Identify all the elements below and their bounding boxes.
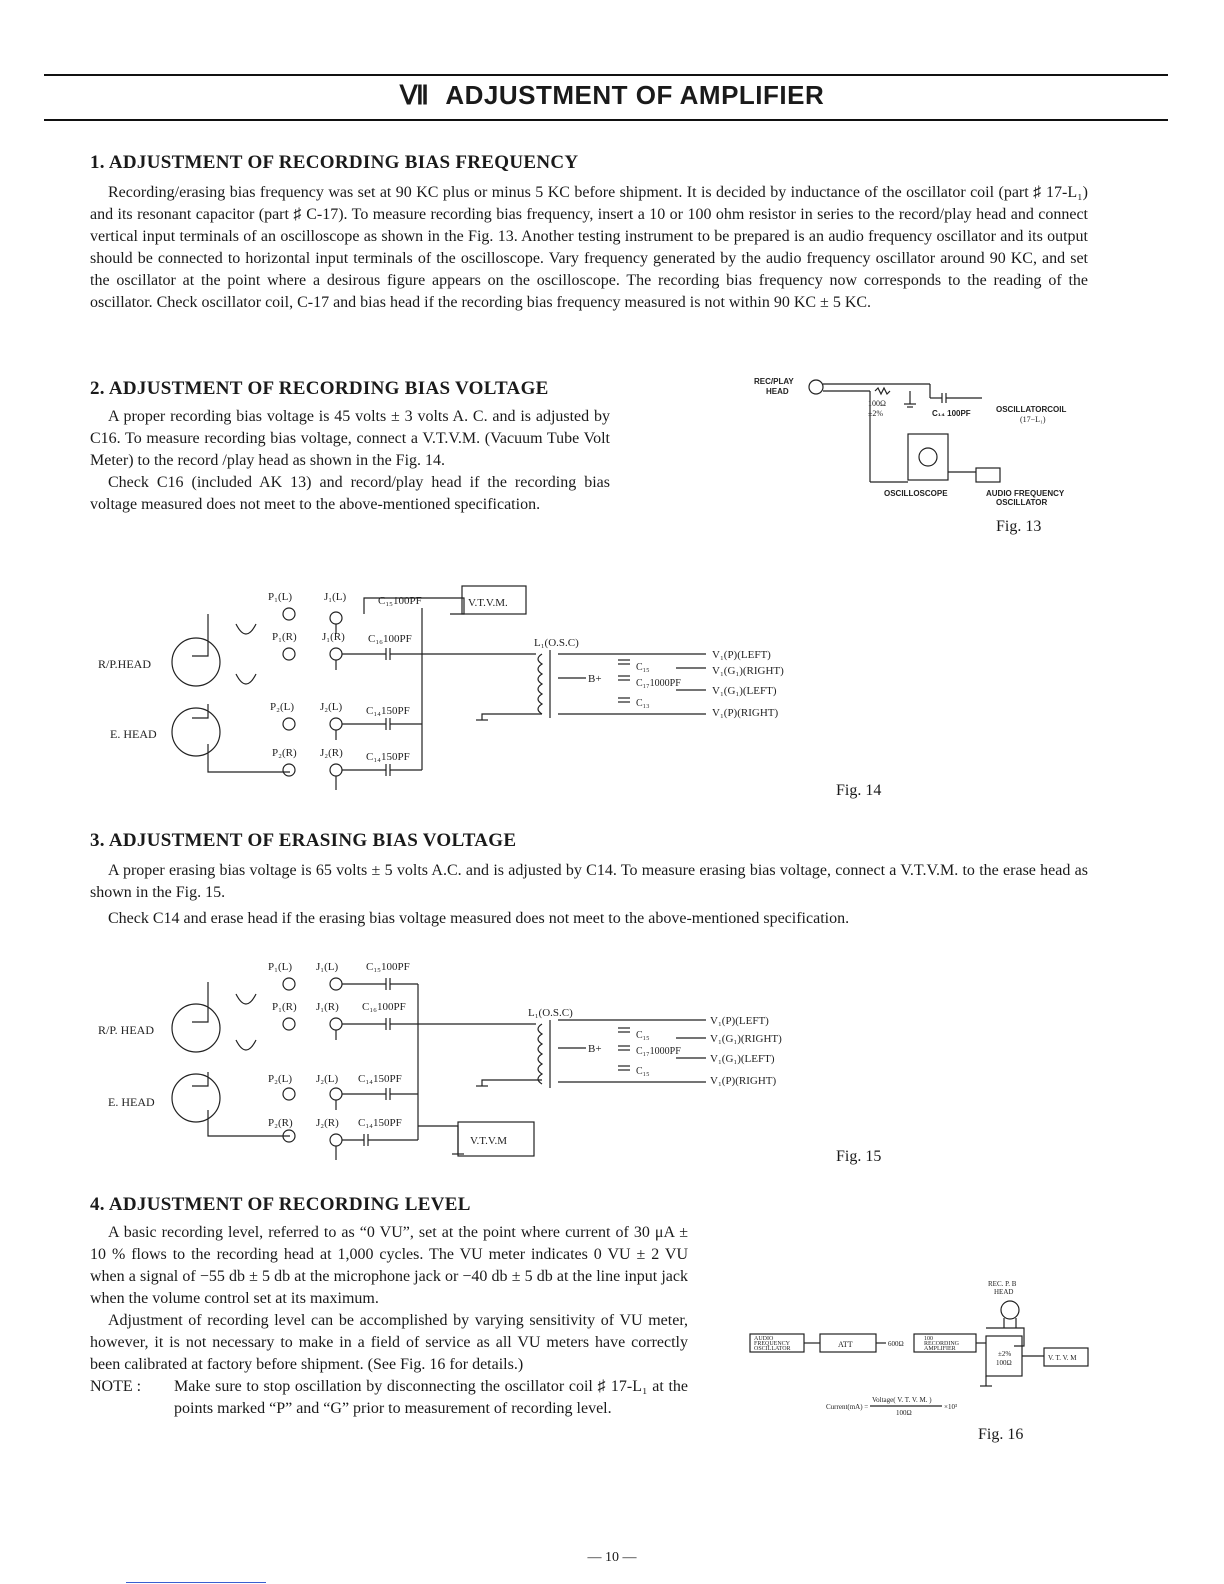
fig14-p1l: P₁(L) — [268, 591, 292, 603]
note-label: NOTE : — [90, 1378, 142, 1395]
fig13-r-tol: ±2% — [868, 409, 884, 418]
fig15-vtvm: V.T.V.M — [470, 1135, 507, 1147]
section-2-body — [90, 406, 610, 516]
fig14-e-head-icon — [172, 708, 220, 756]
chapter-title — [0, 80, 1224, 111]
fig16-r2: ±2% — [998, 1350, 1012, 1358]
top-rule — [44, 74, 1168, 76]
fig14-vtvm: V.T.V.M. — [468, 597, 508, 609]
fig14-p1r: P₁(R) — [272, 631, 297, 643]
fig15-j2r: J₂(R) — [316, 1117, 339, 1129]
bottom-link-line — [126, 1582, 266, 1583]
fig14-p2l: P₂(L) — [270, 701, 294, 713]
fig16-vtvm: V. T. V. M — [1048, 1354, 1077, 1362]
fig16-afo-2: FREQUENCY — [754, 1341, 791, 1347]
section-3-paragraph-1: A proper erasing bias voltage is 65 volts ± 5 volts A.C. and is adjusted by C14. To measure erasing bias voltage, connect a V.T.V.M. to the erase head as shown in the Fig. 15. — [90, 862, 1088, 901]
section-4-heading: 4. ADJUSTMENT OF RECORDING LEVEL — [90, 1194, 471, 1215]
title-rule — [44, 119, 1168, 121]
fig15-c1: C₁₅100PF — [366, 961, 410, 973]
fig13-afo-label-1: AUDIO FREQUENCY — [986, 489, 1065, 498]
fig16-formula-num: Voltage( V. T. V. M. ) — [872, 1396, 932, 1404]
fig14-j2r: J₂(R) — [320, 747, 343, 759]
fig14-c1: C₁₅100PF — [378, 595, 422, 607]
fig15-v3: V₁(G₁)(LEFT) — [710, 1053, 775, 1065]
fig16-afo-1: AUDIO — [754, 1336, 774, 1342]
fig15-j1l: J₁(L) — [316, 961, 339, 973]
section-2-heading: 2. ADJUSTMENT OF RECORDING BIAS VOLTAGE — [90, 378, 549, 399]
fig13-audio-oscillator — [976, 468, 1000, 482]
fig14-caption: Fig. 14 — [836, 782, 882, 799]
fig14-c4: C₁₄150PF — [366, 751, 410, 763]
fig13-osc-coil-part: (17−L₁) — [1020, 415, 1046, 424]
fig14-v2: V₁(G₁)(RIGHT) — [712, 665, 784, 677]
fig15-j1r: J₁(R) — [316, 1001, 339, 1013]
fig14-v3: V₁(G₁)(LEFT) — [712, 685, 777, 697]
fig13-diagram — [750, 372, 1100, 512]
fig14-c15: C₁₅ — [636, 662, 650, 673]
fig16-head-icon — [1001, 1301, 1019, 1319]
fig14-j2l: J₂(L) — [320, 701, 343, 713]
fig13-head-label: HEAD — [766, 387, 789, 396]
fig14-p2r: P₂(R) — [272, 747, 297, 759]
fig13-r-value: 100Ω — [868, 399, 886, 408]
section-1-paragraph: Recording/erasing bias frequency was set at 90 KC plus or minus 5 KC before shipment. It is decided by inductance of the oscillator coil (part ♯ 17-L₁) and its resonant capacitor (part ♯ C-17). To measure recording bias frequency, insert a 10 or 100 ohm resistor in series to the record/play head and connect vertical input terminals of an oscilloscope as shown in the Fig. 13. Another testing instrument to be prepared is an audio frequency oscillator and its output should be connected to horizontal input terminals of the oscilloscope. Vary frequency generated by the audio frequency oscillator around 90 KC, and set the oscillator at the point where a desirous figure appears on the oscilloscope. The recording bias frequency now corresponds to the reading of the oscillator. Check oscillator coil, C-17 and bias head if the recording bias frequency measured is not within 90 KC ± 5 KC. — [90, 184, 1088, 311]
section-1-body — [90, 182, 1088, 314]
section-4-note — [90, 1376, 688, 1420]
fig15-rp-head: R/P. HEAD — [98, 1023, 155, 1037]
fig15-c2: C₁₆100PF — [362, 1001, 406, 1013]
page-number: — 10 — — [587, 1550, 637, 1565]
fig15-p2r: P₂(R) — [268, 1117, 293, 1129]
fig16-formula-left: Current(mA) = — [826, 1403, 869, 1411]
fig15-p2l: P₂(L) — [268, 1073, 292, 1085]
fig13-osc-coil: OSCILLATORCOIL — [996, 405, 1067, 414]
section-4-paragraph-2: Adjustment of recording level can be accomplished by varying sensitivity of VU meter, however, it is not necessary to make in a field of service as all VU meters have correctly been calibrated at factory before shipment. (See Fig. 16 for details.) — [90, 1312, 688, 1373]
fig16-amp-2: RECORDING — [924, 1341, 960, 1347]
fig13-resistor — [875, 388, 890, 394]
fig14-c2: C₁₆100PF — [368, 633, 412, 645]
fig15-v4: V₁(P)(RIGHT) — [710, 1075, 777, 1087]
fig16-formula-den: 100Ω — [896, 1409, 912, 1417]
fig14-j1l: J₁(L) — [324, 591, 347, 603]
fig14-v4: V₁(P)(RIGHT) — [712, 707, 779, 719]
fig15-l1: L₁(O.S.C) — [528, 1007, 573, 1019]
fig16-amp-1: 100 — [924, 1336, 933, 1342]
section-4-paragraph-1: A basic recording level, referred to as “0 VU”, set at the point where current of 30 μA ± 10 % flows to the recording head at 1,000 cycles. The VU meter indicates 0 VU ± 2 VU when a signal of −55 db ± 5 db at the microphone jack or −40 db ± 5 db at the line input jack when the volume control set at its maximum. — [90, 1224, 688, 1307]
fig13-head-icon — [809, 380, 823, 394]
section-4-body — [90, 1222, 688, 1420]
fig16-head-1: REC. P. B — [988, 1280, 1017, 1288]
fig16-afo-3: OSCILLATOR — [754, 1346, 791, 1352]
fig16-formula-mult: ×10³ — [944, 1403, 958, 1411]
fig15-c3: C₁₄150PF — [358, 1073, 402, 1085]
fig14-diagram — [96, 584, 816, 804]
fig15-coil — [538, 1024, 542, 1084]
fig15-c13: C₁₅ — [636, 1066, 650, 1077]
fig15-e-head-icon — [172, 1074, 220, 1122]
section-3-body — [90, 860, 1088, 930]
fig14-b: B+ — [588, 673, 602, 685]
fig15-v1: V₁(P)(LEFT) — [710, 1015, 769, 1027]
fig15-v2: V₁(G₁)(RIGHT) — [710, 1033, 782, 1045]
fig16-att: ATT — [838, 1340, 853, 1349]
fig15-rp-head-icon — [172, 1004, 220, 1052]
fig13-cap-label: C₁₄ 100PF — [932, 409, 971, 418]
fig14-rp-head: R/P.HEAD — [98, 657, 152, 671]
fig13-caption: Fig. 13 — [996, 518, 1042, 535]
chapter-number: Ⅶ — [399, 81, 430, 110]
fig13-afo-label-2: OSCILLATOR — [996, 498, 1048, 507]
fig16-diagram — [746, 1276, 1096, 1422]
section-1-heading: 1. ADJUSTMENT OF RECORDING BIAS FREQUENCY — [90, 152, 579, 173]
fig13-oscilloscope — [908, 434, 948, 480]
fig15-p1l: P₁(L) — [268, 961, 292, 973]
section-3-paragraph-2: Check C14 and erase head if the erasing bias voltage measured does not meet to the above-mentioned specification. — [108, 910, 850, 927]
fig15-e-head: E. HEAD — [108, 1095, 155, 1109]
fig14-e-head: E. HEAD — [110, 727, 157, 741]
fig15-p1r: P₁(R) — [272, 1001, 297, 1013]
fig13-recplay-label: REC/PLAY — [754, 377, 794, 386]
section-2-paragraph-2: Check C16 (included AK 13) and record/play head if the recording bias voltage measured does not meet to the above-mentioned specification. — [90, 474, 610, 513]
fig14-l1: L₁(O.S.C) — [534, 637, 579, 649]
fig15-b: B+ — [588, 1043, 602, 1055]
fig15-diagram — [96, 954, 816, 1170]
fig15-c15: C₁₅ — [636, 1030, 650, 1041]
section-2-paragraph-1: A proper recording bias voltage is 45 volts ± 3 volts A. C. and is adjusted by C16. To measure recording bias voltage, connect a V.T.V.M. (Vacuum Tube Volt Meter) to the record /play head as shown in the Fig. 14. — [90, 408, 610, 469]
fig14-j1r: J₁(R) — [322, 631, 345, 643]
fig15-c17: C₁₇1000PF — [636, 1046, 681, 1057]
fig14-c13: C₁₃ — [636, 698, 650, 709]
fig13-oscilloscope-label: OSCILLOSCOPE — [884, 489, 948, 498]
chapter-title-text: ADJUSTMENT OF AMPLIFIER — [445, 80, 825, 110]
fig16-r1: 600Ω — [888, 1340, 904, 1348]
fig16-head-2: HEAD — [994, 1288, 1014, 1296]
fig16-r3: 100Ω — [996, 1359, 1012, 1367]
fig15-c4: C₁₄150PF — [358, 1117, 402, 1129]
fig14-coil — [538, 654, 542, 714]
note-text: Make sure to stop oscillation by disconnecting the oscillator coil ♯ 17-L₁ at the points marked “P” and “G” prior to measurement of recording level. — [174, 1378, 688, 1417]
fig14-rp-head-icon — [172, 638, 220, 686]
fig14-c3: C₁₄150PF — [366, 705, 410, 717]
fig15-caption: Fig. 15 — [836, 1148, 882, 1165]
fig14-c17: C₁₇1000PF — [636, 678, 681, 689]
fig15-j2l: J₂(L) — [316, 1073, 339, 1085]
section-3-heading: 3. ADJUSTMENT OF ERASING BIAS VOLTAGE — [90, 830, 517, 851]
fig16-amp-3: AMPLIFIER — [924, 1346, 956, 1352]
fig14-v1: V₁(P)(LEFT) — [712, 649, 771, 661]
fig16-caption: Fig. 16 — [978, 1426, 1024, 1443]
